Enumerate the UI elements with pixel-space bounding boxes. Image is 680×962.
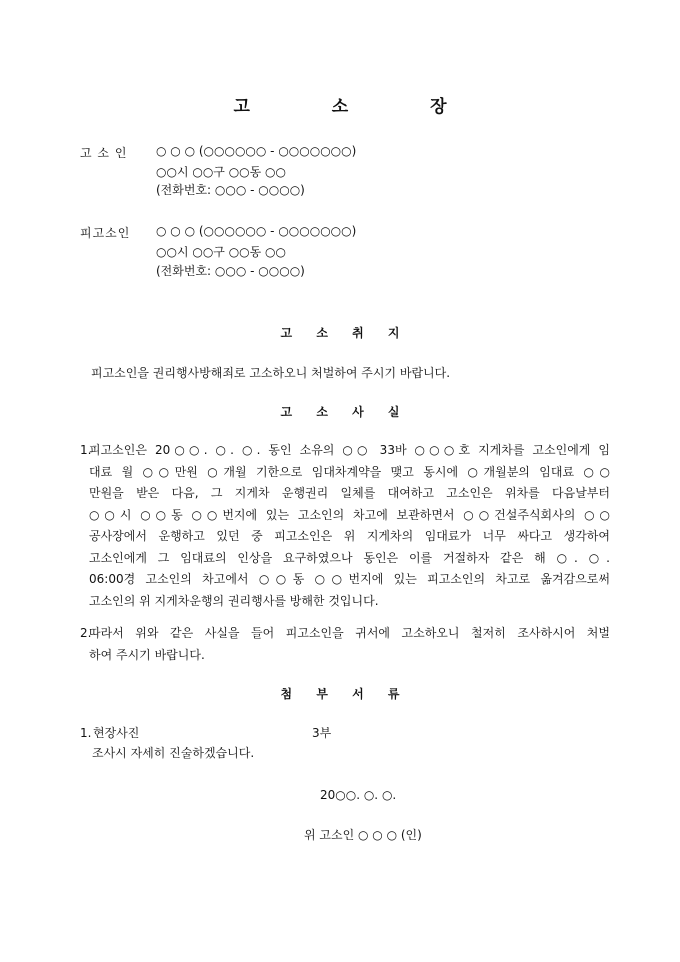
complainant-name-line: ○ ○ ○ (○○○○○○ - ○○○○○○○) xyxy=(156,144,357,158)
facts-line: 만원을 받은 다음, 그 지게차 운행권리 일체를 대여하고 고소인은 위차를 다음날부터 xyxy=(89,486,610,500)
complainant-address: ○○시 ○○구 ○○동 ○○ xyxy=(156,165,286,179)
attachment-number: 1. xyxy=(80,726,92,740)
attachments-heading: 첨 부 서 류 xyxy=(280,687,410,701)
facts-line: 06:00경 고소인의 차고에서 ○○동 ○○번지에 있는 피고소인의 차고로 옮겨감으로써 xyxy=(89,572,610,586)
attachment-note: 조사시 자세히 진술하겠습니다. xyxy=(92,746,255,760)
signature-line: 위 고소인 ○ ○ ○ (인) xyxy=(304,828,422,842)
facts-line: 피고소인은 20○○. ○. ○. 동인 소유의 ○○ 33바 ○○○호 지게차를 고소인에게 임 xyxy=(89,443,610,457)
facts-line: 공사장에서 운행하고 있던 중 피고소인은 위 지게차의 임대료가 너무 싸다고 생각하여 xyxy=(89,529,610,543)
attachment-name: 현장사진 xyxy=(93,726,140,740)
facts-item-2 xyxy=(80,623,610,666)
attachment-qty: 3부 xyxy=(312,726,332,740)
purpose-text: 피고소인을 권리행사방해죄로 고소하오니 처벌하여 주시기 바랍니다. xyxy=(91,366,451,380)
facts-item-number: 2. xyxy=(80,626,92,640)
facts-line: 대료 월 ○○만원 ○개월 기한으로 임대차계약을 맺고 동시에 ○개월분의 임대료 ○○ xyxy=(89,464,610,479)
facts-item-1 xyxy=(80,440,610,612)
facts-line: 하여 주시기 바랍니다. xyxy=(89,647,205,662)
defendant-label: 피고소인 xyxy=(80,226,131,240)
facts-line: 따라서 위와 같은 사실을 들어 피고소인을 귀서에 고소하오니 철저히 조사하시어 처벌 xyxy=(89,626,610,640)
complainant-phone: (전화번호: ○○○ - ○○○○) xyxy=(156,183,305,197)
document-title: 고 소 장 xyxy=(233,97,485,117)
purpose-heading: 고 소 취 지 xyxy=(280,326,410,340)
facts-line: 고소인에게 그 임대료의 인상을 요구하였으나 동인은 이를 거절하자 같은 해 ○. ○. xyxy=(89,550,610,565)
document-date: 20○○. ○. ○. xyxy=(320,788,397,802)
facts-heading: 고 소 사 실 xyxy=(280,405,410,419)
complainant-label: 고 소 인 xyxy=(80,146,128,160)
defendant-address: ○○시 ○○구 ○○동 ○○ xyxy=(156,245,286,259)
facts-line: ○○시 ○○동 ○○번지에 있는 고소인의 차고에 보관하면서 ○○건설주식회사의 ○○ xyxy=(89,507,610,522)
facts-item-number: 1. xyxy=(80,443,92,457)
defendant-name-line: ○ ○ ○ (○○○○○○ - ○○○○○○○) xyxy=(156,224,357,238)
defendant-phone: (전화번호: ○○○ - ○○○○) xyxy=(156,264,305,278)
facts-line: 고소인의 위 지게차운행의 권리행사를 방해한 것입니다. xyxy=(89,593,379,608)
